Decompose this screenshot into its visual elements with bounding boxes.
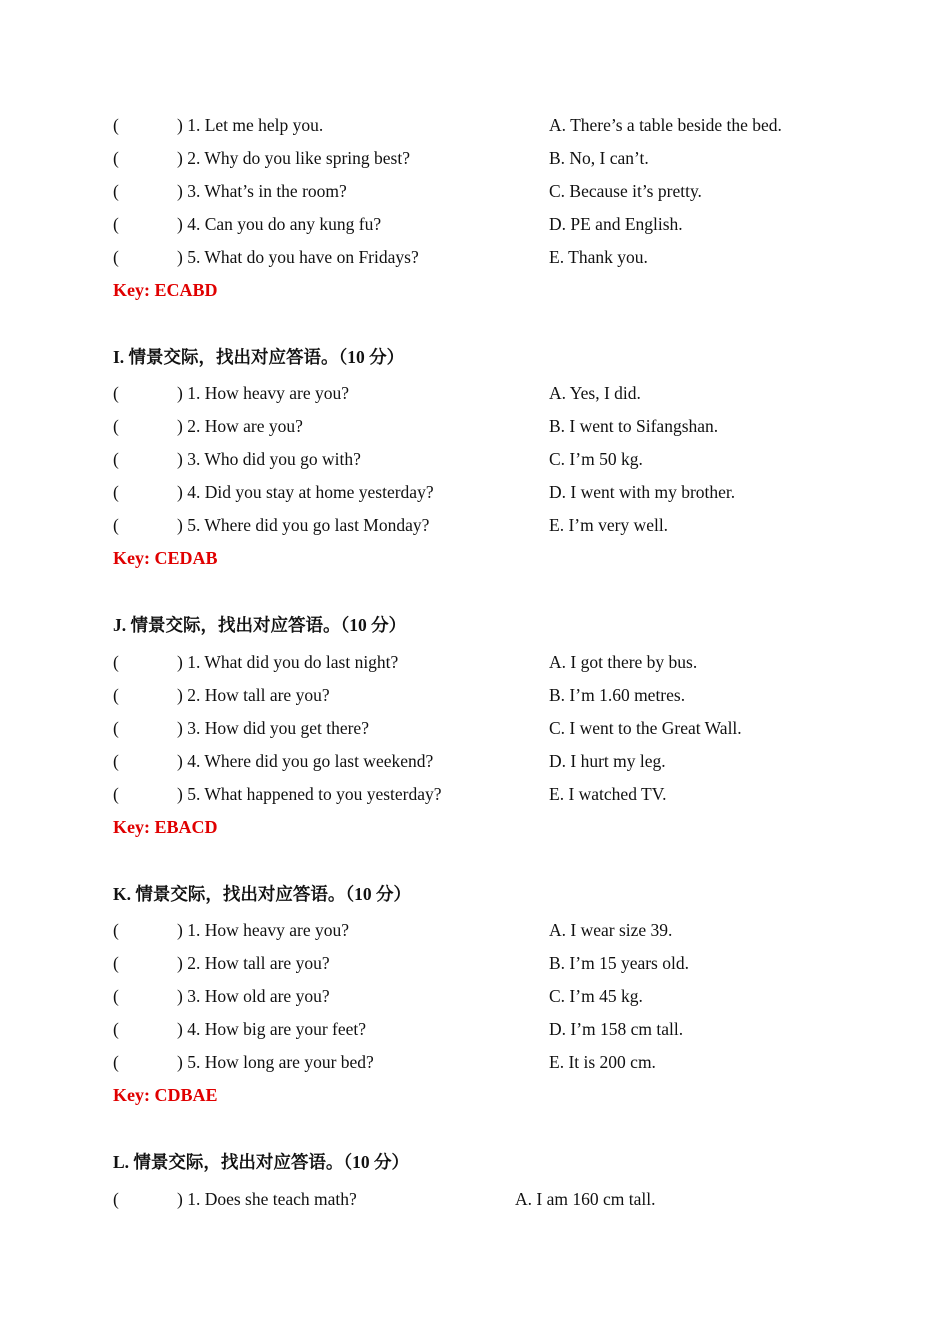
answer-option: E. Thank you. <box>549 247 648 267</box>
section-heading: J. 情景交际，找出对应答语。（10 分） <box>113 615 407 635</box>
answer-option: B. I’m 1.60 metres. <box>549 685 686 705</box>
answer-blank: ( <box>113 515 119 535</box>
answer-option: D. I’m 158 cm tall. <box>549 1019 684 1039</box>
question-text: ) 4. Can you do any kung fu? <box>177 214 382 234</box>
answer-blank: ( <box>113 214 119 234</box>
question-row <box>113 749 873 773</box>
section-heading: L. 情景交际，找出对应答语。（10 分） <box>113 1152 410 1172</box>
answer-blank: ( <box>113 784 119 804</box>
answer-option: E. I’m very well. <box>549 515 669 535</box>
answer-option: E. I watched TV. <box>549 784 667 804</box>
answer-option: B. No, I can’t. <box>549 148 649 168</box>
answer-blank: ( <box>113 181 119 201</box>
answer-option: A. There’s a table beside the bed. <box>549 115 782 135</box>
answer-blank: ( <box>113 685 119 705</box>
question-text: ) 4. How big are your feet? <box>177 1019 367 1039</box>
answer-option: D. I hurt my leg. <box>549 751 666 771</box>
answer-blank: ( <box>113 482 119 502</box>
question-text: ) 2. How tall are you? <box>177 685 330 705</box>
question-text: ) 1. Does she teach math? <box>177 1189 357 1209</box>
answer-option: E. It is 200 cm. <box>549 1052 656 1072</box>
answer-option: C. I’m 45 kg. <box>549 986 643 1006</box>
question-text: ) 5. What do you have on Fridays? <box>177 247 419 267</box>
answer-option: D. I went with my brother. <box>549 482 736 502</box>
answer-blank: ( <box>113 449 119 469</box>
question-text: ) 1. How heavy are you? <box>177 383 350 403</box>
question-row <box>113 1017 873 1041</box>
question-row <box>113 513 873 537</box>
question-text: ) 4. Where did you go last weekend? <box>177 751 434 771</box>
answer-option: A. Yes, I did. <box>549 383 641 403</box>
answer-blank: ( <box>113 986 119 1006</box>
answer-blank: ( <box>113 416 119 436</box>
question-text: ) 5. How long are your bed? <box>177 1052 374 1072</box>
question-row <box>113 984 873 1008</box>
question-row <box>113 381 873 405</box>
question-row <box>113 179 873 203</box>
question-row <box>113 212 873 236</box>
question-row <box>113 1187 873 1211</box>
answer-option: C. Because it’s pretty. <box>549 181 702 201</box>
question-row <box>113 480 873 504</box>
answer-blank: ( <box>113 247 119 267</box>
question-text: ) 3. How did you get there? <box>177 718 369 738</box>
answer-option: A. I got there by bus. <box>549 652 698 672</box>
section-heading: K. 情景交际，找出对应答语。（10 分） <box>113 884 411 904</box>
answer-blank: ( <box>113 920 119 940</box>
answer-blank: ( <box>113 148 119 168</box>
question-text: ) 2. How are you? <box>177 416 303 436</box>
question-row <box>113 782 873 806</box>
question-text: ) 5. What happened to you yesterday? <box>177 784 442 804</box>
question-row <box>113 146 873 170</box>
answer-blank: ( <box>113 751 119 771</box>
question-row <box>113 414 873 438</box>
answer-blank: ( <box>113 652 119 672</box>
answer-option: B. I’m 15 years old. <box>549 953 689 973</box>
question-row <box>113 716 873 740</box>
answer-blank: ( <box>113 115 119 135</box>
question-text: ) 3. Who did you go with? <box>177 449 361 469</box>
question-text: ) 4. Did you stay at home yesterday? <box>177 482 434 502</box>
answer-blank: ( <box>113 953 119 973</box>
question-text: ) 3. How old are you? <box>177 986 330 1006</box>
answer-option: C. I went to the Great Wall. <box>549 718 742 738</box>
answer-blank: ( <box>113 1189 119 1209</box>
question-row <box>113 113 873 137</box>
question-text: ) 2. Why do you like spring best? <box>177 148 410 168</box>
answer-key: Key: CDBAE <box>113 1085 218 1105</box>
question-text: ) 1. Let me help you. <box>177 115 324 135</box>
question-row <box>113 447 873 471</box>
answer-key: Key: EBACD <box>113 817 218 837</box>
question-row <box>113 951 873 975</box>
answer-option: A. I am 160 cm tall. <box>515 1189 656 1209</box>
question-row <box>113 1050 873 1074</box>
answer-option: D. PE and English. <box>549 214 683 234</box>
question-text: ) 3. What’s in the room? <box>177 181 347 201</box>
answer-option: B. I went to Sifangshan. <box>549 416 719 436</box>
question-text: ) 5. Where did you go last Monday? <box>177 515 430 535</box>
answer-blank: ( <box>113 1052 119 1072</box>
answer-blank: ( <box>113 1019 119 1039</box>
answer-option: A. I wear size 39. <box>549 920 673 940</box>
answer-key: Key: CEDAB <box>113 548 218 568</box>
answer-option: C. I’m 50 kg. <box>549 449 643 469</box>
question-row <box>113 650 873 674</box>
answer-blank: ( <box>113 718 119 738</box>
question-row <box>113 245 873 269</box>
question-row <box>113 918 873 942</box>
answer-blank: ( <box>113 383 119 403</box>
question-text: ) 1. How heavy are you? <box>177 920 350 940</box>
answer-key: Key: ECABD <box>113 280 218 300</box>
section-heading: I. 情景交际，找出对应答语。（10 分） <box>113 347 405 367</box>
question-row <box>113 683 873 707</box>
question-text: ) 2. How tall are you? <box>177 953 330 973</box>
question-text: ) 1. What did you do last night? <box>177 652 399 672</box>
